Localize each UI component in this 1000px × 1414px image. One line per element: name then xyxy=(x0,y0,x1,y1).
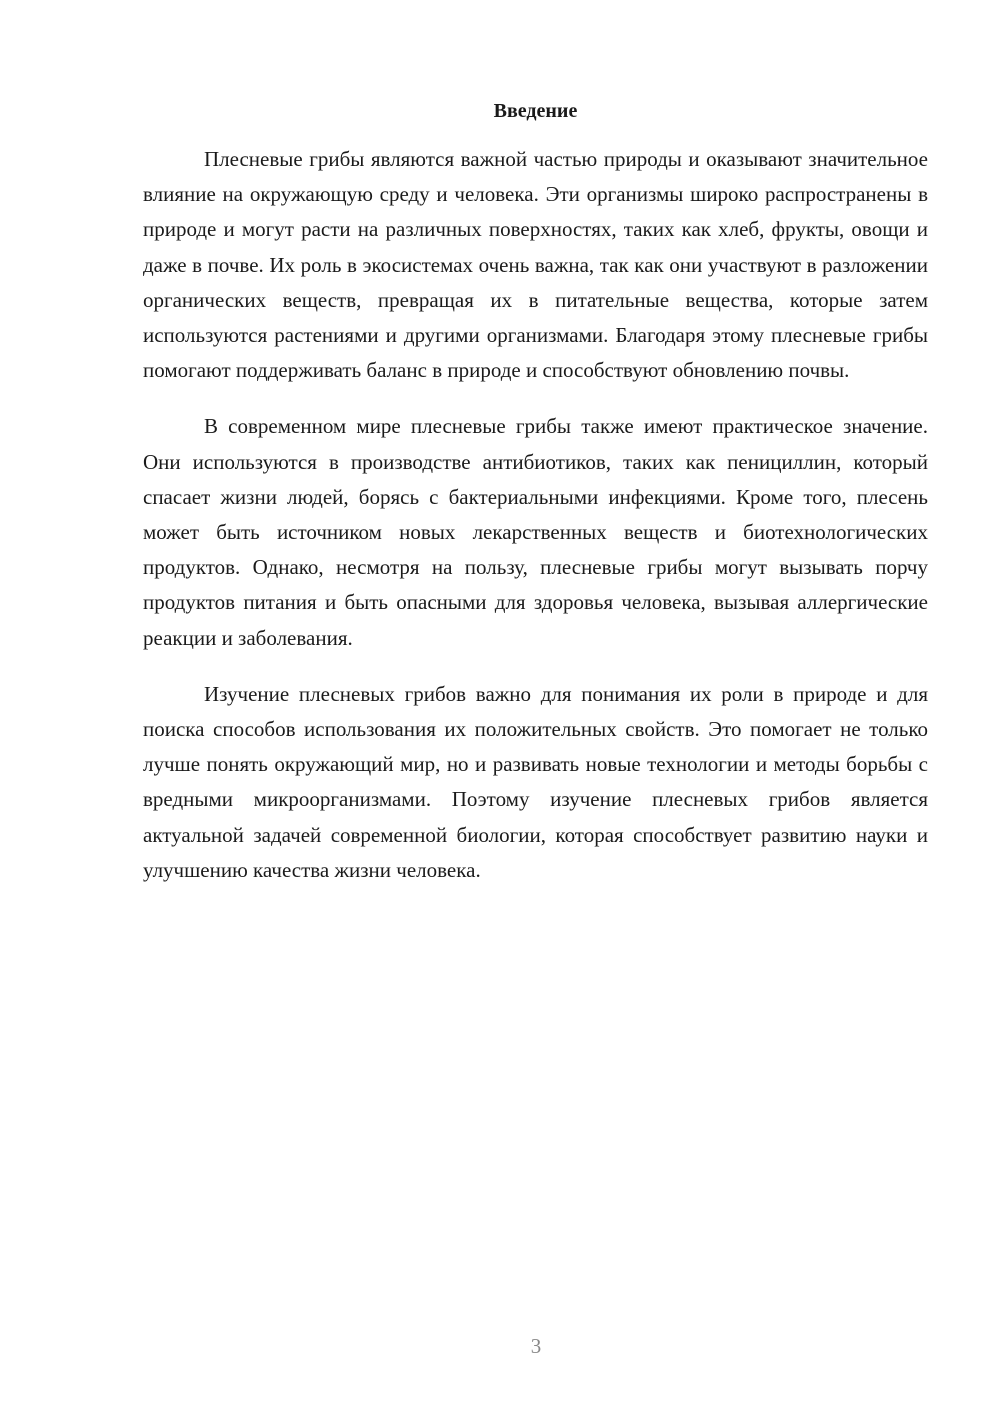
paragraph-3: Изучение плесневых грибов важно для понимания их роли в природе и для поиска способов использования их положительных свойств. Это помогает не только лучше понять окружающий мир, но и развивать новые технологии и методы борьбы с вредными микроорганизмами. Поэтому изучение плесневых грибов является актуальной задачей современной биологии, которая способствует развитию науки и улучшению качества жизни человека. xyxy=(143,681,928,882)
paragraph-2: В современном мире плесневые грибы также имеют практическое значение. Они используются в производстве антибиотиков, таких как пенициллин, который спасает жизни людей, борясь с бактериальными инфекциями. Кроме того, плесень может быть источником новых лекарственных веществ и биотехнологических продуктов. Однако, несмотря на пользу, плесневые грибы могут вызывать порчу продуктов питания и быть опасными для здоровья человека, вызывая аллергические реакции и заболевания. xyxy=(143,414,928,650)
paragraph-1: Плесневые грибы являются важной частью природы и оказывают значительное влияние на окружающую среду и человека. Эти организмы широко распространены в природе и могут расти на различных поверхностях, таких как хлеб, фрукты, овощи и даже в почве. Их роль в экосистемах очень важна, так как они участвуют в разложении органических веществ, превращая их в питательные вещества, которые затем используются растениями и другими организмами. Благодаря этому плесневые грибы помогают поддерживать баланс в природе и способствуют обновлению почвы. xyxy=(143,147,928,383)
section-heading: Введение xyxy=(493,100,578,122)
page-number: 3 xyxy=(530,1334,542,1358)
page-body xyxy=(143,96,928,888)
